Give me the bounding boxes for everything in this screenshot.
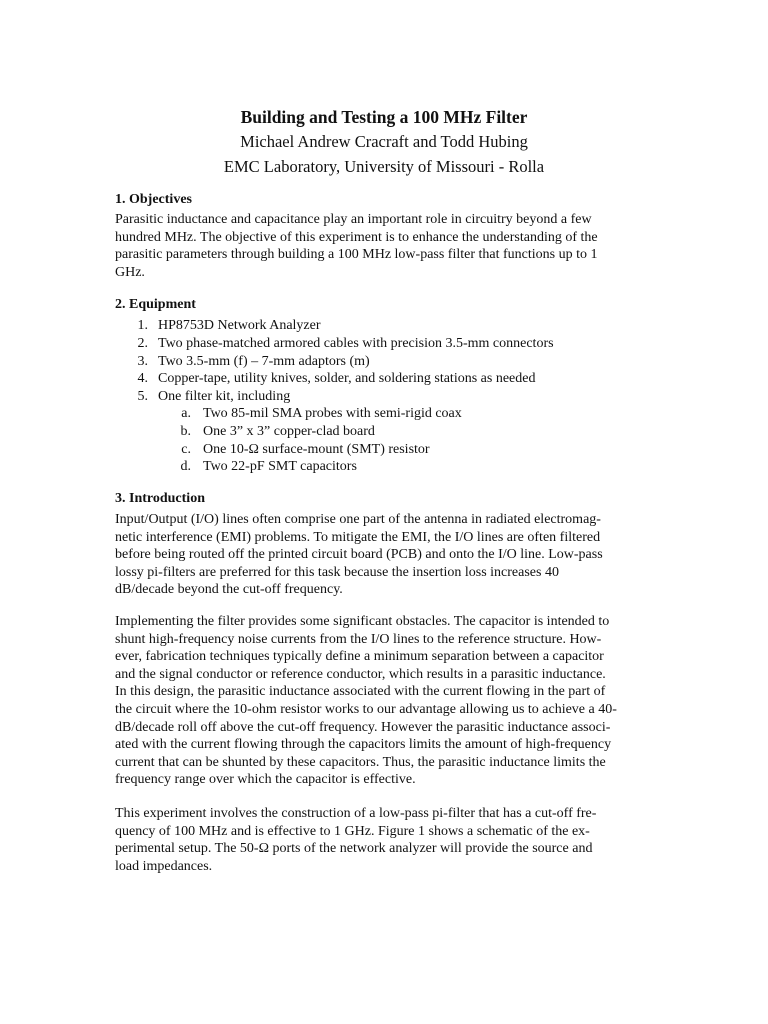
item-text: One 10-Ω surface-mount (SMT) resistor xyxy=(203,442,430,457)
paragraph-line: This experiment involves the construction of a low-pass pi-filter that has a cut-off fre- xyxy=(115,806,597,821)
paragraph-line: quency of 100 MHz and is effective to 1 GHz. Figure 1 shows a schematic of the ex- xyxy=(115,823,590,839)
introduction-heading: 3. Introduction xyxy=(115,491,205,506)
introduction-paragraph-2 xyxy=(115,613,655,789)
paragraph-line: lossy pi-filters are preferred for this task because the insertion loss increases 40 xyxy=(115,564,559,580)
objectives-heading: 1. Objectives xyxy=(115,192,192,207)
paragraph-line: Input/Output (I/O) lines often comprise one part of the antenna in radiated electromag- xyxy=(115,512,601,527)
item-text: Two 85-mil SMA probes with semi-rigid coax xyxy=(203,406,462,421)
paragraph-line: dB/decade beyond the cut-off frequency. xyxy=(115,582,343,598)
item-text: Two 3.5-mm (f) – 7-mm adaptors (m) xyxy=(158,354,370,369)
document-title: Building and Testing a 100 MHz Filter xyxy=(240,107,528,127)
paragraph-line: In this design, the parasitic inductance associated with the current flowing in the part of xyxy=(115,684,606,700)
paragraph-line: ated with the current flowing through the capacitors limits the amount of high-frequency xyxy=(115,737,612,753)
document-authors: Michael Andrew Cracraft and Todd Hubing xyxy=(240,132,528,151)
paragraph-line: perimental setup. The 50-Ω ports of the network analyzer will provide the source and xyxy=(115,841,593,857)
item-letter: a. xyxy=(181,406,191,421)
paragraph-line: load impedances. xyxy=(115,858,213,874)
paragraph-line: Implementing the filter provides some significant obstacles. The capacitor is intended to xyxy=(115,614,610,629)
paragraph-line: netic interference (EMI) problems. To mitigate the EMI, the I/O lines are often filtered xyxy=(115,529,601,545)
item-text: Two 22-pF SMT capacitors xyxy=(203,459,357,474)
item-text: HP8753D Network Analyzer xyxy=(158,318,321,333)
paragraph-line: the circuit where the 10-ohm resistor works to our advantage allowing us to achieve a 40- xyxy=(115,701,617,717)
paragraph-line: frequency range over which the capacitor is effective. xyxy=(115,772,416,788)
item-text: Copper-tape, utility knives, solder, and soldering stations as needed xyxy=(158,371,536,386)
item-number: 3. xyxy=(137,354,148,369)
item-letter: c. xyxy=(181,442,191,457)
document-affiliation: EMC Laboratory, University of Missouri - Rolla xyxy=(223,157,545,176)
item-text: One filter kit, including xyxy=(158,389,291,404)
objectives-paragraph xyxy=(115,211,655,281)
item-letter: d. xyxy=(180,459,191,474)
item-number: 2. xyxy=(137,336,148,351)
paragraph-line: and the signal conductor or reference conductor, which results in a parasitic inductance. xyxy=(115,666,606,682)
item-number: 4. xyxy=(137,371,148,386)
paragraph-line: shunt high-frequency noise currents from the I/O lines to the reference structure. How- xyxy=(115,631,602,647)
item-text: Two phase-matched armored cables with precision 3.5-mm connectors xyxy=(158,336,554,351)
paragraph-line: hundred MHz. The objective of this experiment is to enhance the understanding of the xyxy=(115,229,598,245)
paragraph-line: dB/decade roll off above the cut-off frequency. However the parasitic inductance associ- xyxy=(115,719,611,735)
item-number: 1. xyxy=(137,318,148,333)
paragraph-line: parasitic parameters through building a 100 MHz low-pass filter that functions up to 1 xyxy=(115,247,598,263)
paragraph-line: before being routed off the printed circuit board (PCB) and onto the I/O line. Low-pass xyxy=(115,547,603,563)
introduction-paragraph-3 xyxy=(115,805,655,875)
item-letter: b. xyxy=(180,424,191,439)
item-text: One 3” x 3” copper-clad board xyxy=(203,424,375,439)
introduction-paragraph-1 xyxy=(115,511,655,599)
paragraph-line: GHz. xyxy=(115,264,145,280)
item-number: 5. xyxy=(137,389,148,404)
paragraph-line: ever, fabrication techniques typically define a minimum separation between a capacitor xyxy=(115,649,604,665)
paragraph-line: Parasitic inductance and capacitance play an important role in circuitry beyond a few xyxy=(115,212,592,227)
equipment-heading: 2. Equipment xyxy=(115,297,196,312)
paragraph-line: current that can be shunted by these capacitors. Thus, the parasitic inductance limits the xyxy=(115,754,606,770)
